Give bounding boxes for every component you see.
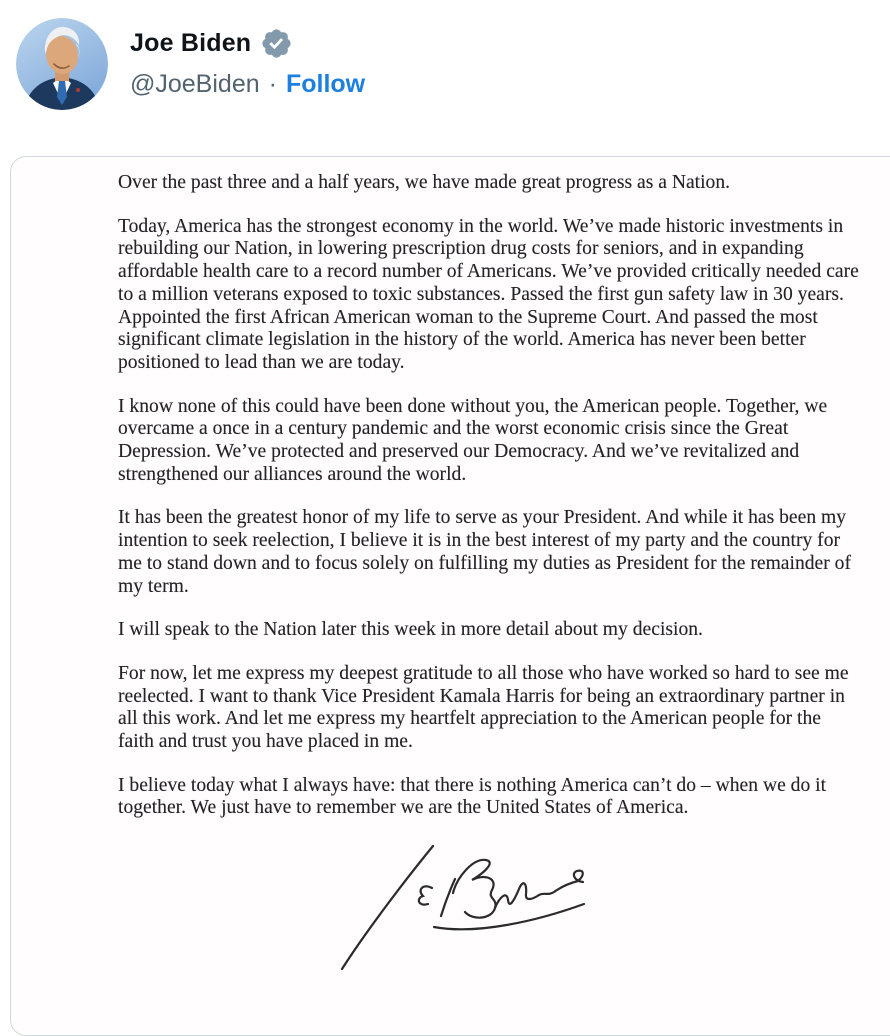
- identity-block: [130, 26, 365, 103]
- name-row: [130, 26, 365, 62]
- separator-dot: ·: [268, 70, 277, 98]
- follow-button[interactable]: Follow: [285, 70, 366, 98]
- avatar-photo-icon: [16, 18, 108, 110]
- letter-paragraph: Today, America has the strongest economy in the world. We’ve made historic investments in rebuilding our Nation, in lowering prescription drug costs for seniors, and in expanding affordable health care to a record number of Americans. We’ve provided critically needed care to a million veterans exposed to toxic substances. Passed the first gun safety law in 30 years. Appointed the first African American woman to the Supreme Court. And passed the most significant climate legislation in the history of the world. America has never been better positioned to lead than we are today.: [118, 215, 859, 373]
- user-handle[interactable]: @JoeBiden: [130, 70, 260, 98]
- letter-paragraph: Over the past three and a half years, we have made great progress as a Nation.: [118, 172, 731, 193]
- avatar[interactable]: [16, 18, 108, 110]
- letter-paragraph: I will speak to the Nation later this week in more detail about my decision.: [118, 619, 703, 641]
- letter-paragraph: It has been the greatest honor of my life to serve as your President. And while it has been my intention to seek reelection, I believe it is in the best interest of my party and the country for me to stand down and to focus solely on fulfilling my duties as President for the remainder of my term.: [118, 507, 851, 597]
- letter-paragraph: For now, let me express my deepest gratitude to all those who have worked so hard to see me reelected. I want to thank Vice President Kamala Harris for being an extraordinary partner in all this work. And let me express my heartfelt appreciation to the American people for the faith and trust you have placed in me.: [118, 662, 849, 753]
- display-name[interactable]: Joe Biden: [130, 29, 252, 57]
- verified-badge-icon: [260, 27, 293, 60]
- tweet-header: [16, 18, 365, 110]
- letter-image[interactable]: [10, 156, 890, 1036]
- letter-paragraph: I know none of this could have been done without you, the American people. Together, we overcame a once in a century pandemic and the worst economic crisis since the Great Depression. We’ve protected and preserved our Democracy. And we’ve revitalized and strengthened our alliances around the world.: [118, 395, 828, 485]
- letter-text: [11, 157, 860, 820]
- signature-graphic: [337, 841, 587, 973]
- letter-paragraph: I believe today what I always have: that there is nothing America can’t do – when we do it together. We just have to remember we are the United States of America.: [118, 774, 827, 819]
- handle-row: [130, 67, 365, 103]
